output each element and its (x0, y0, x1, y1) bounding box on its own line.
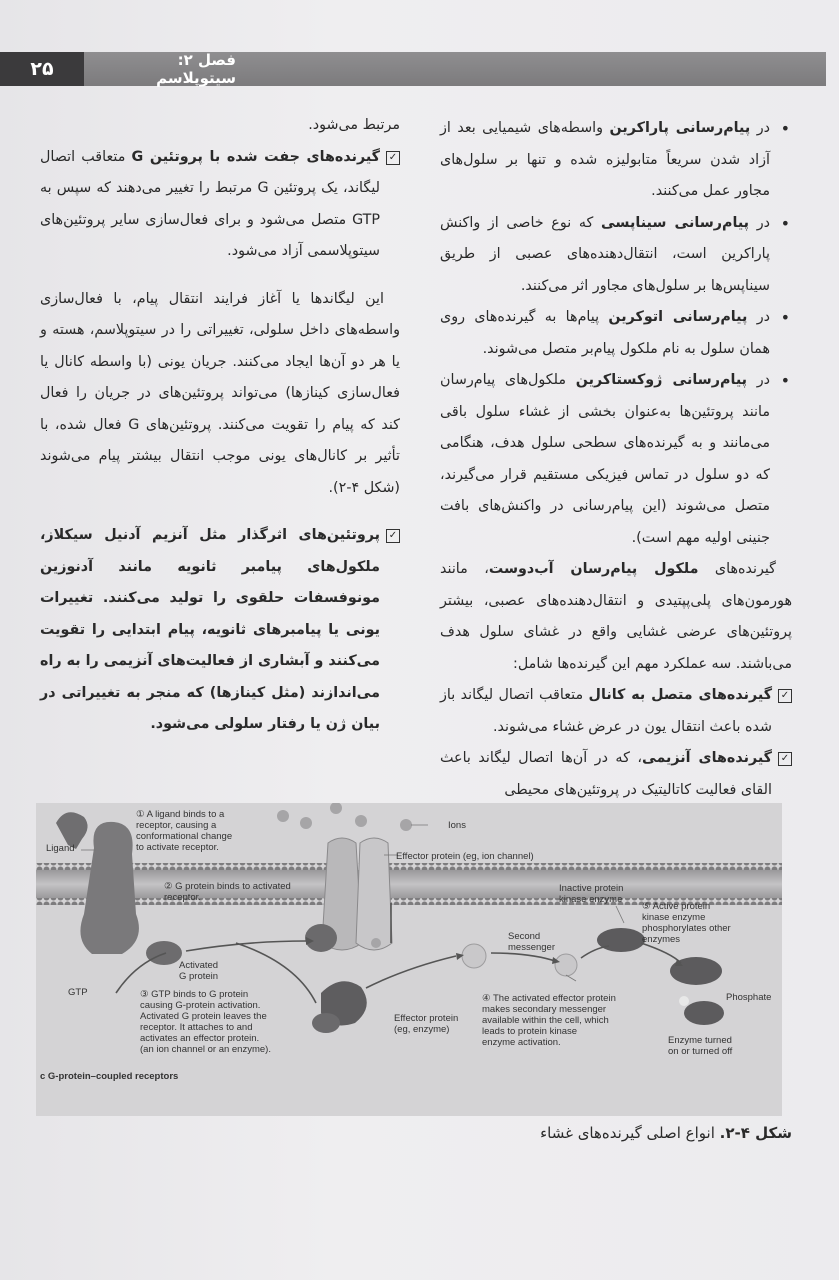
check-item-channel: ✓ گیرنده‌های متصل به کانال متعاقب اتصال لیگاند باز شده باعث انتقال یون در عرض غشاء می‌شوند. (440, 680, 792, 743)
checkbox-icon: ✓ (386, 151, 400, 165)
label-step3: ③ GTP binds to G protein causing G-protein activation. Activated G protein leaves the receptor. It attaches to and activates an effector protein. (an ion channel or an enzyme). (140, 989, 271, 1055)
bullet-synaptic: • در پیام‌رسانی سیناپسی که نوع خاصی از واکنش پاراکرین است، انتقال‌دهنده‌های عصبی از طریق سیناپس‌ها بر سلول‌های مجاور اثر می‌کنند. (440, 208, 792, 303)
checkbox-icon: ✓ (778, 689, 792, 703)
label-enzyme-turned: Enzyme turned on or turned off (668, 1035, 733, 1057)
panel-label: c G-protein–coupled receptors (40, 1071, 179, 1082)
right-column (440, 113, 792, 806)
label-inactive-kinase: Inactive protein kinase enzyme (559, 883, 624, 905)
bullet-icon: • (780, 371, 790, 390)
label-step4: ④ The activated effector protein makes secondary messenger available within the cell, which leads to protein kinase enzyme activation. (482, 993, 616, 1048)
figure-gpcr (36, 803, 782, 1116)
term: گیرنده‌های متصل به کانال (588, 687, 773, 703)
chapter-title: فصل ۲: سیتوپلاسم (156, 51, 236, 87)
term: گیرنده‌های آنزیمی (642, 750, 772, 766)
paragraph-ligands: این لیگاندها یا آغاز فرایند انتقال پیام، با فعال‌سازی واسطه‌های داخل سلولی، تغییراتی را در سیتوپلاسم، هسته و یا هر دو آن‌ها ایجاد می‌کنند. جریان یونی (با واسطه کانال یا فعال‌سازی کینازها) می‌تواند پروتئین‌های در جریان را فعال کند که پیام را تقویت می‌کنند. پروتئین‌های G فعال شده، با تأثیر بر کانال‌های یونی موجب انتقال بیشتر پیام می‌شوند (شکل ۴-۲). (40, 290, 400, 496)
caption-label: شکل ۴-۲. (719, 1124, 792, 1142)
bullet-icon: • (780, 308, 790, 327)
label-ligand: Ligand (46, 843, 75, 854)
page-number: ۲۵ (0, 52, 84, 86)
continuation-text: مرتبط می‌شود. (308, 117, 400, 133)
left-column (40, 110, 400, 741)
term: پیام‌رسانی سیناپسی (600, 214, 750, 231)
label-ions: Ions (448, 820, 466, 831)
figure-caption (430, 1124, 792, 1142)
caption-text: انواع اصلی گیرنده‌های غشاء (540, 1124, 720, 1142)
term: ملکول پیام‌رسان آب‌دوست (488, 561, 699, 577)
checkbox-icon: ✓ (386, 529, 400, 543)
bullet-paracrine: • در پیام‌رسانی پاراکرین واسطه‌های شیمیایی بعد از آزاد شدن سریعاً متابولیزه شده و تنها بر سلول‌های مجاور عمل می‌کنند. (440, 113, 792, 208)
label-effector-channel: Effector protein (eg, ion channel) (396, 851, 534, 862)
paragraph-hydrophilic: گیرنده‌های ملکول پیام‌رسان آب‌دوست، مانند هورمون‌های پلی‌پپتیدی و انتقال‌دهنده‌های عصبی، بیشتر پروتئین‌های عرضی غشایی واقع در غشای سلول هدف می‌باشند. سه عملکرد مهم این گیرنده‌ها شامل: (440, 561, 792, 672)
bullet-icon: • (780, 213, 790, 233)
checkbox-icon: ✓ (778, 752, 792, 766)
check-item-gprotein: ✓ گیرنده‌های جفت شده با پروتئین G متعاقب اتصال لیگاند، یک پروتئین G مرتبط را تغییر می‌دهند که سپس به GTP متصل می‌شود و برای فعال‌سازی سایر پروتئین‌های سیتوپلاسمی آزاد می‌شود. (40, 142, 400, 268)
label-gtp: GTP (68, 987, 88, 998)
label-step5: ⑤ Active protein kinase enzyme phosphorylates other enzymes (642, 901, 731, 945)
label-activated-gprotein: Activated G protein (179, 960, 219, 982)
bullet-autocrine: • در پیام‌رسانی اتوکرین پیام‌ها به گیرنده‌های روی همان سلول به نام ملکول پیام‌بر متصل می‌شوند. (440, 302, 792, 365)
term: پیام‌رسانی ژوکستاکرین (575, 372, 748, 388)
bullet-juxtacrine: • در پیام‌رسانی ژوکستاکرین ملکول‌های پیام‌رسان مانند پروتئین‌ها به‌عنوان بخشی از غشاء سلول باقی می‌مانند و به گیرنده‌های سطحی سلول هدف، هنگامی که دو سلول در تماس فیزیکی مستقیم قرار می‌گیرند، متصل می‌شوند (این پیام‌رسانی در واکنش‌های بافت جنینی اولیه مهم است). (440, 365, 792, 554)
label-step1: ① A ligand binds to a receptor, causing a conformational change to activate receptor. (136, 809, 233, 853)
term: گیرنده‌های جفت شده با پروتئین G (131, 148, 380, 165)
check-item-enzymatic: ✓ گیرنده‌های آنزیمی، که در آن‌ها اتصال لیگاند باعث القای فعالیت کاتالیتیک در پروتئین‌های محیطی (440, 743, 792, 806)
label-step2: ② G protein binds to activated receptor. (164, 881, 291, 903)
term: پیام‌رسانی پاراکرین (609, 120, 751, 136)
bullet-icon: • (780, 119, 790, 138)
term: پیام‌رسانی اتوکرین (608, 309, 748, 325)
label-second-messenger: Second messenger (508, 931, 555, 953)
label-phosphate: Phosphate (726, 992, 772, 1003)
label-effector-enzyme: Effector protein (eg, enzyme) (394, 1013, 459, 1035)
check-item-effector: ✓ پروتئین‌های اثرگذار مثل آنزیم آدنیل سیکلاز، ملکول‌های پیامبر ثانویه مانند آدنوزین مونوفسفات حلقوی را تولید می‌کنند. تغییرات یونی یا پیامبرهای ثانویه، پیام ابتدایی را تقویت می‌کنند و آبشاری از فعالیت‌های آنزیمی را به راه می‌اندازند (مثل کینازها) که منجر به تغییراتی در بیان ژن یا رفتار سلولی می‌شود. (40, 520, 400, 741)
